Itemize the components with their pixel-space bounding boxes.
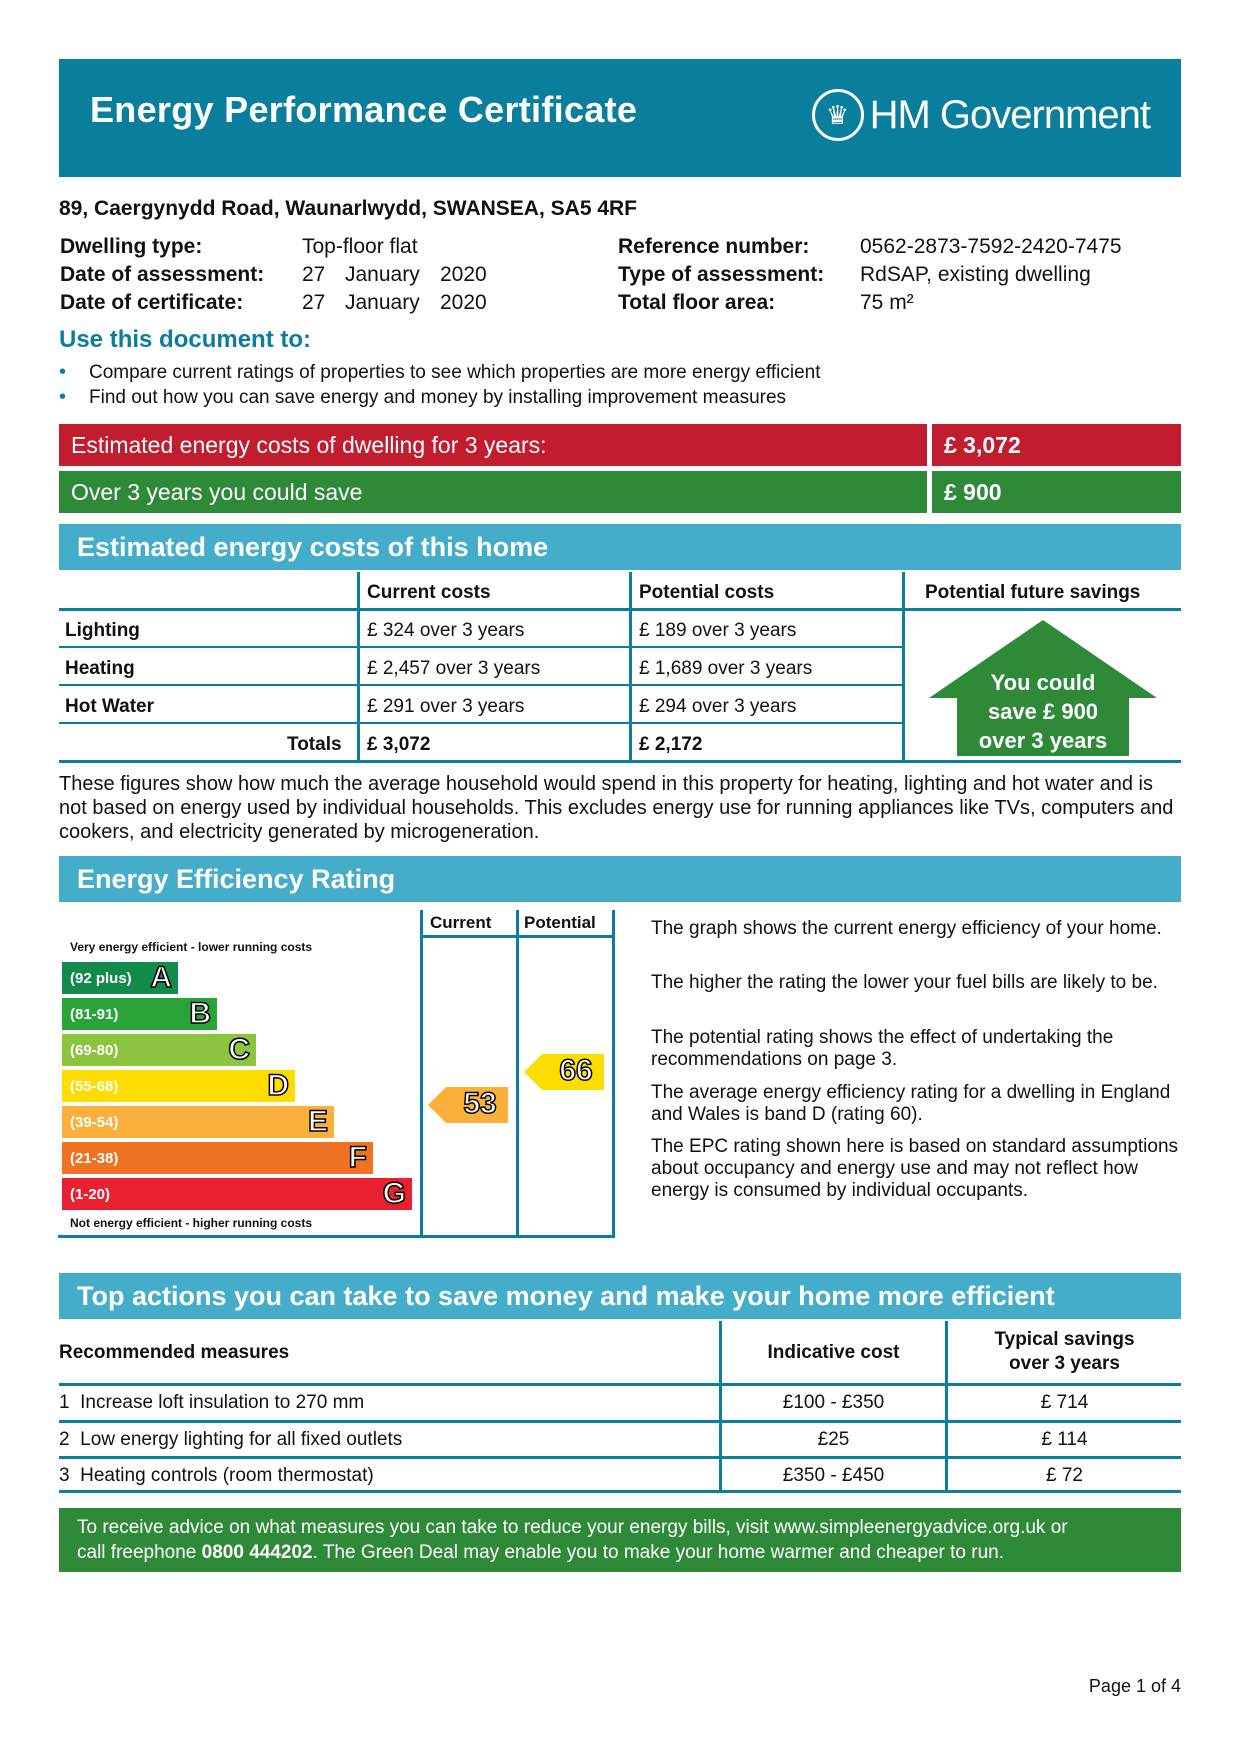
use-title: Use this document to:	[59, 326, 312, 353]
potential-rating-value: 66	[559, 1054, 593, 1087]
save-band-label: Over 3 years you could save	[59, 471, 927, 513]
rating-band-letter: B	[189, 997, 211, 1030]
action-num: 1	[59, 1392, 70, 1413]
cost-row-current: £ 324 over 3 years	[367, 620, 525, 641]
rating-band-letter: F	[348, 1141, 367, 1174]
header-banner	[59, 59, 1181, 177]
use-bullet	[59, 362, 821, 384]
rating-explain-2: The higher the rating the lower your fuel bills are likely to be.	[651, 972, 1158, 993]
footer-line: To receive advice on what measures you can take to reduce your energy bills, visit www.simpleenergyadvice.org.uk or	[77, 1517, 1068, 1538]
action-cost: £25	[817, 1429, 850, 1450]
gov-name: HM Government	[869, 92, 1150, 137]
action-num: 3	[59, 1465, 70, 1486]
reference-label: Reference number:	[618, 235, 810, 258]
assessment-type-label: Type of assessment:	[618, 263, 825, 286]
use-bullet	[59, 387, 786, 409]
rating-chart	[58, 910, 618, 1240]
assessment-date-label: Date of assessment:	[60, 263, 265, 286]
cost-row-current: £ 2,457 over 3 years	[367, 658, 541, 679]
property-address: 89, Caergynydd Road, Waunarlwydd, SWANSEA, SA5 4RF	[59, 197, 638, 220]
rating-band-letter: E	[307, 1105, 328, 1138]
save-band	[59, 471, 1181, 513]
cost-row-potential: £ 294 over 3 years	[639, 696, 797, 717]
rating-band-range: (1-20)	[70, 1185, 111, 1203]
certificate-date-label: Date of certificate:	[60, 291, 244, 314]
assessment-type-value: RdSAP, existing dwelling	[860, 263, 1091, 286]
action-measure: Heating controls (room thermostat)	[80, 1465, 374, 1486]
col-current-label: Current	[430, 913, 492, 932]
rating-band-g	[62, 1178, 412, 1210]
bullet-dot-icon: •	[59, 386, 67, 408]
cost-row-name: Heating	[65, 658, 135, 679]
action-row	[59, 1429, 402, 1451]
action-row	[59, 1392, 364, 1414]
rating-band-range: (55-68)	[70, 1077, 119, 1095]
rating-explain-3: The potential rating shows the effect of undertaking the recommendations on page 3.	[651, 1027, 1114, 1070]
rating-band-e	[62, 1106, 334, 1138]
house-line: over 3 years	[978, 728, 1108, 753]
assessment-month: January	[345, 263, 420, 286]
rating-band-letter: A	[150, 961, 172, 994]
actions-section-title: Top actions you can take to save money and make your home more efficient	[59, 1273, 1181, 1319]
footer-text: . The Green Deal may enable you to make your home warmer and cheaper to run.	[312, 1542, 1005, 1563]
cost-row-name: Lighting	[65, 620, 140, 641]
assessment-year: 2020	[440, 263, 487, 286]
certificate-year: 2020	[440, 291, 487, 314]
assessment-day: 27	[302, 263, 326, 286]
page-number: Page 1 of 4	[1088, 1676, 1181, 1696]
actions-header-measures: Recommended measures	[59, 1342, 290, 1363]
rating-explain-4: The average energy efficiency rating for a dwelling in England and Wales is band D (rating 60).	[651, 1082, 1171, 1125]
house-line: You could	[990, 670, 1096, 695]
cost-band-label: Estimated energy costs of dwelling for 3 years:	[59, 424, 927, 466]
action-saving: £ 114	[1041, 1429, 1088, 1450]
footer-text: call freephone	[77, 1542, 202, 1563]
floor-area-label: Total floor area:	[618, 291, 776, 314]
actions-table	[59, 1321, 1181, 1493]
cost-band-value: £ 3,072	[932, 424, 1181, 466]
rating-explain-1: The graph shows the current energy efficiency of your home.	[651, 918, 1162, 939]
costs-note: These figures show how much the average household would spend in this property for heating, lighting and hot water and is not based on energy used by individual households. This excludes energy use for running appliances like TVs, computers and cookers, and electricity generated by microgeneration.	[59, 773, 1174, 843]
cost-row-current: £ 291 over 3 years	[367, 696, 525, 717]
document-title: Energy Performance Certificate	[90, 89, 638, 130]
costs-section-title: Estimated energy costs of this home	[59, 524, 1181, 570]
house-line: save £ 900	[987, 699, 1099, 724]
rating-band-f	[62, 1142, 373, 1174]
dwelling-type-label: Dwelling type:	[60, 235, 203, 258]
rating-band-range: (69-80)	[70, 1041, 119, 1059]
royal-crest-icon: ♛	[812, 89, 864, 141]
reference-value: 0562-2873-7592-2420-7475	[860, 235, 1122, 258]
costs-header-current: Current costs	[367, 582, 491, 603]
footer-line	[77, 1540, 1163, 1565]
action-saving: £ 714	[1040, 1392, 1089, 1413]
cost-row-name: Hot Water	[65, 696, 155, 717]
action-row	[59, 1465, 374, 1487]
rating-section-title: Energy Efficiency Rating	[59, 856, 1181, 902]
savings-header-line: over 3 years	[1009, 1353, 1120, 1374]
rating-band-range: (81-91)	[70, 1005, 119, 1023]
cost-band	[59, 424, 1181, 466]
totals-potential: £ 2,172	[639, 734, 703, 755]
rating-band-range: (21-38)	[70, 1149, 119, 1167]
cost-row-potential: £ 1,689 over 3 years	[639, 658, 813, 679]
save-band-value: £ 900	[932, 471, 1181, 513]
bullet-dot-icon: •	[59, 361, 67, 383]
bottom-efficiency-note: Not energy efficient - higher running costs	[70, 1216, 313, 1230]
hm-government-logo	[812, 89, 1150, 141]
actions-header-savings	[948, 1328, 1181, 1376]
action-measure: Low energy lighting for all fixed outlets	[80, 1429, 403, 1450]
rating-band-letter: D	[267, 1069, 289, 1102]
rating-band-range: (92 plus)	[70, 969, 132, 987]
costs-table	[59, 572, 1181, 764]
action-num: 2	[59, 1429, 70, 1450]
freephone-number: 0800 444202	[201, 1542, 313, 1563]
rating-band-d	[62, 1070, 295, 1102]
action-cost: £350 - £450	[782, 1465, 885, 1486]
rating-band-range: (39-54)	[70, 1113, 119, 1131]
action-measure: Increase loft insulation to 270 mm	[80, 1392, 365, 1413]
certificate-day: 27	[302, 291, 326, 314]
cost-row-potential: £ 189 over 3 years	[639, 620, 797, 641]
rating-explain-5: The EPC rating shown here is based on standard assumptions about occupancy and energy use and may not reflect how energy is consumed by individual occupants.	[651, 1136, 1179, 1201]
col-potential-label: Potential	[524, 913, 596, 932]
rating-band-letter: C	[228, 1033, 250, 1066]
costs-header-potential: Potential costs	[639, 582, 775, 603]
savings-house-text	[917, 668, 1169, 755]
use-bullet-text: Find out how you can save energy and money by installing improvement measures	[89, 387, 787, 408]
dwelling-type-value: Top-floor flat	[302, 235, 418, 258]
action-saving: £ 72	[1046, 1465, 1083, 1486]
floor-area-value: 75 m²	[860, 291, 914, 314]
certificate-month: January	[345, 291, 420, 314]
use-bullet-text: Compare current ratings of properties to see which properties are more energy efficient	[89, 362, 821, 383]
actions-header-cost: Indicative cost	[767, 1342, 900, 1363]
rating-band-b	[62, 998, 217, 1030]
advice-footer	[59, 1508, 1181, 1572]
rating-band-c	[62, 1034, 256, 1066]
current-rating-value: 53	[463, 1087, 497, 1120]
top-efficiency-note: Very energy efficient - lower running costs	[70, 940, 313, 954]
rating-band-letter: G	[382, 1177, 406, 1210]
totals-current: £ 3,072	[367, 734, 431, 755]
costs-header-savings: Potential future savings	[925, 582, 1141, 603]
savings-header-line: Typical savings	[994, 1329, 1135, 1350]
rating-band-a	[62, 962, 178, 994]
action-cost: £100 - £350	[782, 1392, 885, 1413]
totals-label: Totals	[287, 734, 342, 755]
